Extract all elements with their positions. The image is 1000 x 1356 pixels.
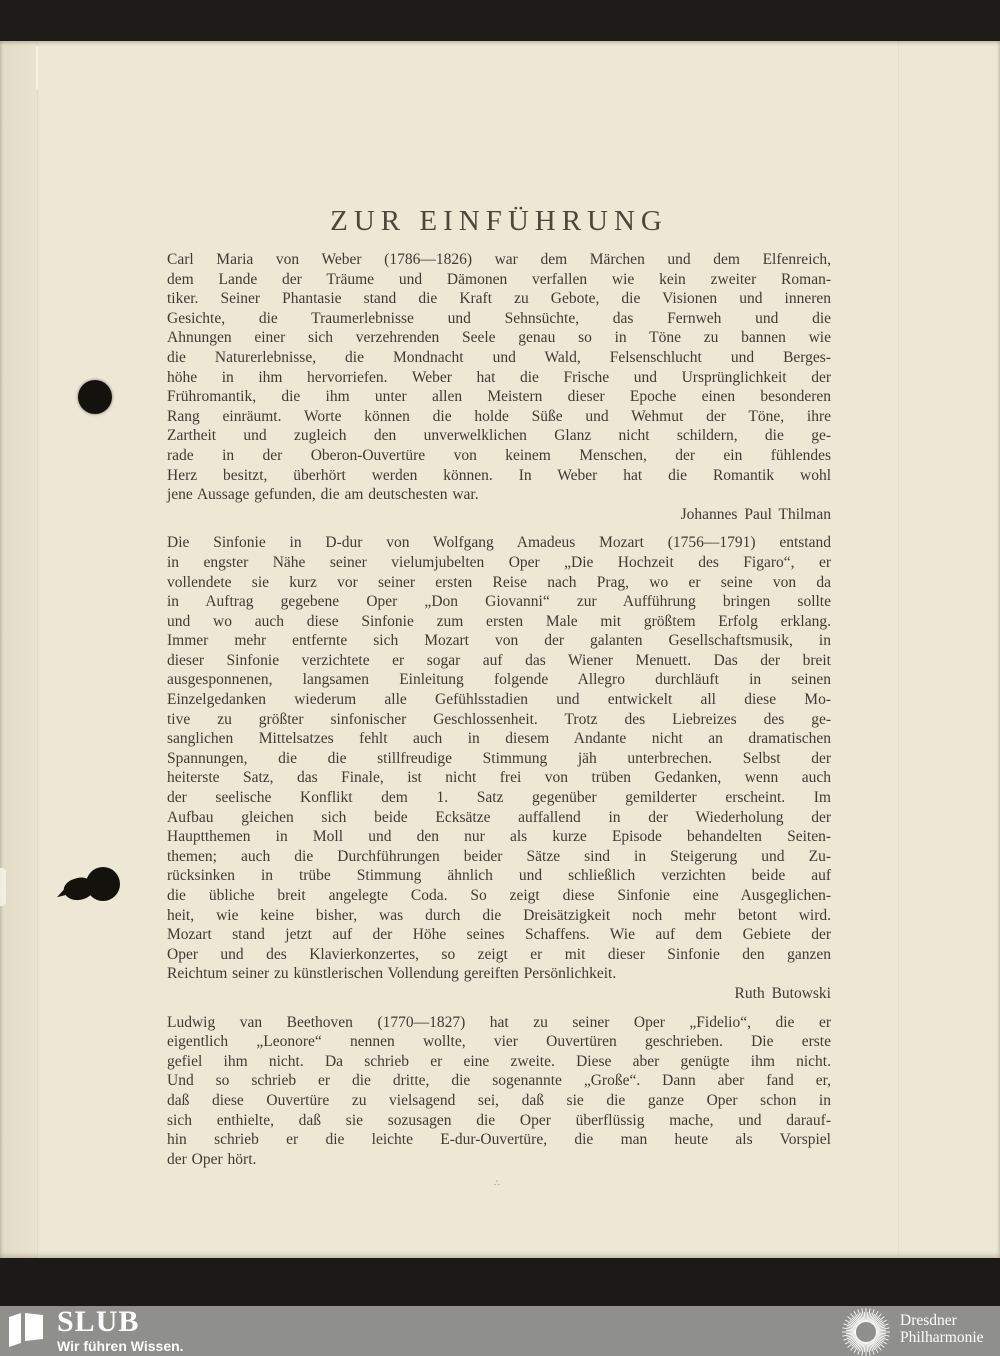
text-line: sich enthielte, daß sie sozusagen die Oper überflüssig mache, und darauf-: [167, 1111, 831, 1129]
text-line: rücksinken in trübe Stimmung ähnlich und schließlich verzichten beide auf: [167, 867, 831, 885]
text-line: tiker. Seiner Phantasie stand die Kraft zu Gebote, die Visionen und inneren: [167, 290, 831, 308]
text-line: jene Aussage gefunden, die am deutschesten war.: [167, 486, 479, 504]
text-line: tive zu größter sinfonischer Geschlossenheit. Trotz des Liebreizes des ge-: [167, 710, 831, 728]
paragraph-weber: [167, 250, 831, 524]
text-line: und wo auch diese Sinfonie zum ersten Male mit größtem Erfolg erklang.: [167, 612, 831, 630]
text-line: heiterste Satz, das Finale, ist nicht frei von trüben Gedanken, wenn auch: [167, 769, 831, 787]
page-title: ZUR EINFÜHRUNG: [330, 205, 668, 237]
text-line: Reichtum seiner zu künstlerischen Vollendung gereiften Persönlichkeit.: [167, 965, 617, 983]
text-line: Carl Maria von Weber (1786—1826) war dem Märchen und dem Elfenreich,: [167, 251, 831, 268]
text-line: die Naturerlebnisse, die Mondnacht und Wald, Felsenschlucht und Berges-: [167, 348, 831, 366]
right-crease-line: [898, 41, 900, 1258]
text-line: Frühromantik, die ihm unter allen Meistern dieser Epoche einen besonderen: [167, 388, 831, 406]
slub-book-icon: [8, 1312, 46, 1353]
slub-tagline: Wir führen Wissen.: [57, 1338, 184, 1354]
page-fold-shading: [0, 41, 37, 1258]
punch-hole-top: [78, 380, 112, 414]
branding-footer-bar: [0, 1306, 1000, 1356]
document-page: [0, 41, 1000, 1258]
text-line: Und so schrieb er die dritte, die sogenannte „Große“. Dann aber fand er,: [167, 1072, 831, 1090]
philharmonie-line2: Philharmonie: [900, 1329, 984, 1346]
text-line: dieser Sinfonie verzichtete er sogar auf das Wiener Menuett. Das der breit: [167, 651, 831, 669]
body-text: [167, 250, 831, 1178]
text-line: Gesichte, die Traumerlebnisse und Sehnsüchte, das Fernweh und die: [167, 309, 831, 327]
text-line: ausgesponnenen, langsamen Einleitung folgende Allegro durchläuft in seinen: [167, 671, 831, 689]
author-signature: Ruth Butowski: [734, 984, 831, 1002]
text-line: themen; auch die Durchführungen beider Sätze sind in Steigerung und Zu-: [167, 847, 831, 865]
text-line: Ludwig van Beethoven (1770—1827) hat zu seiner Oper „Fidelio“, die er: [167, 1013, 831, 1031]
text-line: Herz besitzt, überhört werden können. In Weber hat die Romantik wohl: [167, 466, 831, 484]
text-line: Rang einräumt. Worte können die holde Süße und Wehmut der Töne, ihre: [167, 407, 831, 425]
text-line: Hauptthemen in Moll und den nur als kurze Episode behandelten Seiten-: [167, 828, 831, 846]
text-line: Ahnungen einer sich verzehrenden Seele genau so in Töne zu bannen wie: [167, 329, 831, 347]
author-signature: Johannes Paul Thilman: [680, 505, 831, 523]
ink-speck: ∴: [494, 1179, 500, 1189]
paragraph-mozart: [167, 533, 831, 1003]
philharmonie-wordmark: [900, 1312, 984, 1346]
text-line: hin schrieb er die leichte E-dur-Ouvertüre, die man heute als Vorspiel: [167, 1131, 831, 1149]
text-line: heit, wie keine bisher, was durch die Dreisätzigkeit noch mehr betont wird.: [167, 906, 831, 924]
text-line: dem Lande der Träume und Dämonen verfallen wie kein zweiter Roman-: [167, 270, 831, 288]
text-line: Spannungen, die die stillfreudige Stimmung jäh unterbrechen. Selbst der: [167, 749, 831, 767]
scan-border-bottom: [0, 1258, 1000, 1306]
text-line: eigentlich „Leonore“ nennen wollte, vier Ouvertüren geschrieben. Die erste: [167, 1033, 831, 1051]
text-line: der seelische Konflikt dem 1. Satz gegenüber gemilderter erscheint. Im: [167, 789, 831, 807]
text-line: Oper und des Klavierkonzertes, so zeigt er mit dieser Sinfonie den ganzen: [167, 945, 831, 963]
paragraph-beethoven: [167, 1013, 831, 1170]
text-line: rade in der Oberon-Ouvertüre von keinem Menschen, der ein fühlendes: [167, 446, 831, 464]
text-line: in engster Nähe seiner vielumjubelten Oper „Die Hochzeit des Figaro“, er: [167, 553, 831, 571]
text-line: gefiel ihm nicht. Da schrieb er eine zweite. Diese aber genügte ihm nicht.: [167, 1052, 831, 1070]
slub-wordmark: SLUB: [57, 1306, 140, 1338]
text-line: Aufbau gleichen sich beide Ecksätze auffallend in der Wiederholung der: [167, 808, 831, 826]
text-line: sanglichen Mittelsatzes fehlt auch in diesem Andante nicht an dramatischen: [167, 730, 831, 748]
text-line: der Oper hört.: [167, 1150, 257, 1168]
left-crease-line: [37, 41, 39, 1258]
philharmonie-line1: Dresdner: [900, 1312, 957, 1329]
paper-scratch-mark: [36, 46, 38, 90]
text-line: die übliche breit angelegte Coda. So zeigt diese Sinfonie eine Ausgeglichen-: [167, 887, 831, 904]
text-line: Immer mehr entfernte sich Mozart von der galanten Gesellschaftsmusik, in: [167, 632, 831, 650]
text-line: Zartheit und zugleich den unverwelklichen Glanz nicht schildern, die ge-: [167, 427, 831, 445]
text-line: höhe in ihm hervorriefen. Weber hat die Frische und Ursprünglichkeit der: [167, 368, 831, 386]
text-line: Einzelgedanken wiederum alle Gefühlsstadien und entwickelt all diese Mo-: [167, 691, 831, 709]
paper-edge-notch: [0, 868, 6, 906]
text-line: vollendete sie kurz vor seiner ersten Reise nach Prag, wo er seine von da: [167, 573, 831, 591]
philharmonie-sunburst-icon: [838, 1306, 894, 1356]
text-line: daß diese Ouvertüre zu vielsagend sei, daß sie die ganze Oper schon in: [167, 1091, 831, 1109]
text-line: Mozart stand jetzt auf der Höhe seines Schaffens. Wie auf dem Gebiete der: [167, 926, 831, 944]
text-line: in Auftrag gegebene Oper „Don Giovanni“ zur Aufführung bringen sollte: [167, 593, 831, 611]
text-line: Die Sinfonie in D-dur von Wolfgang Amadeus Mozart (1756—1791) entstand: [167, 534, 831, 552]
